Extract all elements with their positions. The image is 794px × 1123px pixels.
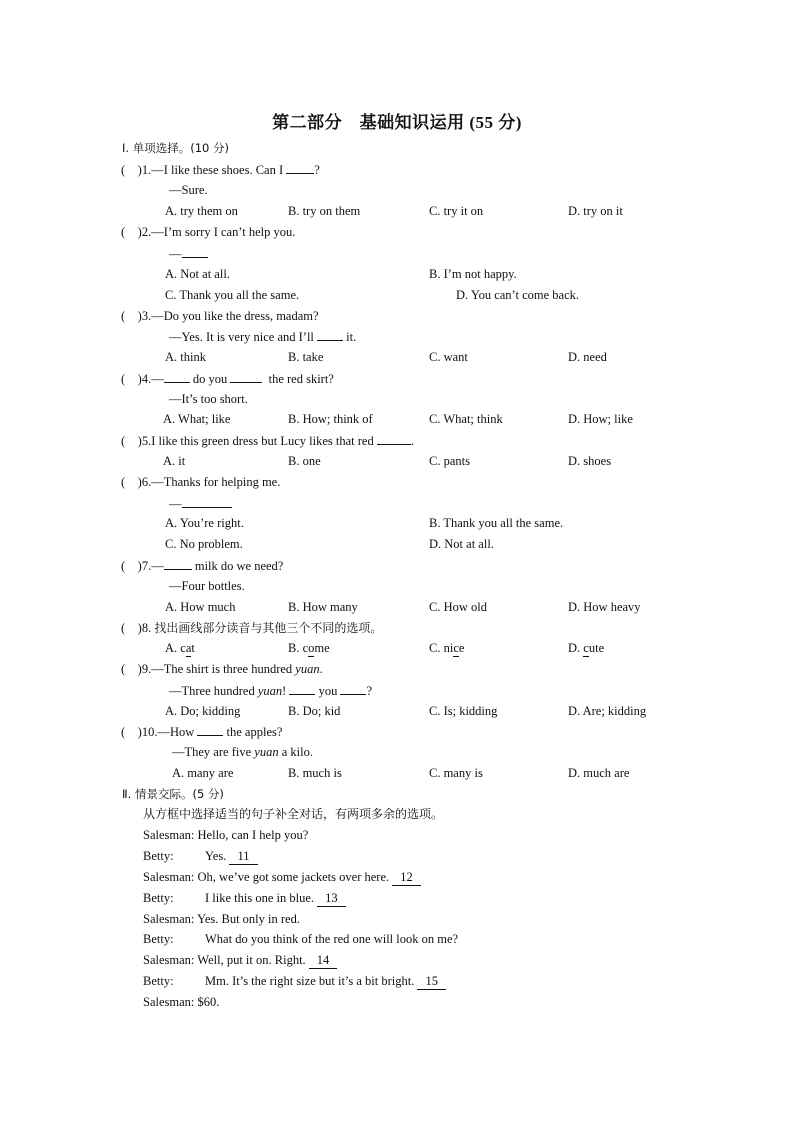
q6-option-d: D. Not at all. bbox=[429, 537, 494, 551]
q4-option-b: B. How; think of bbox=[288, 412, 373, 426]
dialogue-line: Salesman: Hello, can I help you? bbox=[143, 828, 309, 842]
question-8: ( )8. 找出画线部分读音与其他三个不同的选项。 bbox=[121, 621, 383, 635]
question-10: ( )10.—How the apples? bbox=[121, 725, 283, 739]
question-3: ( )3.—Do you like the dress, madam? bbox=[121, 309, 319, 323]
dialogue-line: Betty: I like this one in blue. 13 bbox=[143, 891, 174, 906]
q3-option-b: B. take bbox=[288, 350, 324, 364]
q4-option-a: A. What; like bbox=[163, 412, 231, 426]
question-6-reply: — bbox=[169, 496, 232, 512]
question-7-reply: —Four bottles. bbox=[169, 579, 245, 593]
q10-option-d: D. much are bbox=[568, 766, 630, 780]
q10-option-a: A. many are bbox=[172, 766, 234, 780]
question-9-reply: —Three hundred yuan! you ? bbox=[169, 684, 373, 698]
q10-option-c: C. many is bbox=[429, 766, 483, 780]
q7-option-b: B. How many bbox=[288, 600, 358, 614]
dialogue-line: Betty: Mm. It’s the right size but it’s a bit bright. 15 bbox=[143, 974, 174, 989]
dialogue-line: Betty: Yes. 11 bbox=[143, 849, 174, 864]
section2-instruction: 从方框中选择适当的句子补全对话，有两项多余的选项。 bbox=[143, 807, 444, 821]
q9-option-c: C. Is; kidding bbox=[429, 704, 498, 718]
q6-option-a: A. You’re right. bbox=[165, 516, 244, 530]
q3-option-c: C. want bbox=[429, 350, 468, 364]
q4-option-d: D. How; like bbox=[568, 412, 633, 426]
q5-option-d: D. shoes bbox=[568, 454, 612, 468]
q9-option-d: D. Are; kidding bbox=[568, 704, 647, 718]
q7-option-d: D. How heavy bbox=[568, 600, 641, 614]
page-title: 第二部分 基础知识运用 (55 分) bbox=[272, 113, 522, 132]
question-3-reply: —Yes. It is very nice and I’ll it. bbox=[169, 330, 357, 344]
q9-option-a: A. Do; kidding bbox=[165, 704, 241, 718]
question-7: ( )7.— milk do we need? bbox=[121, 559, 284, 573]
q1-option-a: A. try them on bbox=[165, 204, 238, 218]
q6-option-b: B. Thank you all the same. bbox=[429, 516, 564, 530]
q3-option-d: D. need bbox=[568, 350, 607, 364]
dialogue-line: Salesman: Well, put it on. Right. 14 bbox=[143, 953, 337, 969]
question-9: ( )9.—The shirt is three hundred yuan. bbox=[121, 662, 323, 676]
q3-option-a: A. think bbox=[165, 350, 206, 364]
dialogue-line: Salesman: $60. bbox=[143, 995, 220, 1009]
q2-option-d: D. You can’t come back. bbox=[456, 288, 580, 302]
section1-heading: Ⅰ. 单项选择。(10 分) bbox=[122, 141, 229, 155]
dialogue-line: Salesman: Yes. But only in red. bbox=[143, 912, 300, 926]
q8-option-d: D. cute bbox=[568, 641, 605, 655]
q6-option-c: C. No problem. bbox=[165, 537, 243, 551]
question-1: ( )1.—I like these shoes. Can I ? bbox=[121, 163, 320, 177]
section2-heading: Ⅱ. 情景交际。(5 分) bbox=[122, 787, 224, 801]
q5-option-b: B. one bbox=[288, 454, 321, 468]
q10-option-b: B. much is bbox=[288, 766, 342, 780]
q8-option-a: A. cat bbox=[165, 641, 195, 655]
question-2: ( )2.—I’m sorry I can’t help you. bbox=[121, 225, 296, 239]
question-1-reply: —Sure. bbox=[169, 183, 208, 197]
q8-option-b: B. come bbox=[288, 641, 330, 655]
question-10-reply: —They are five yuan a kilo. bbox=[172, 745, 313, 759]
dialogue-line: Betty: What do you think of the red one will look on me? bbox=[143, 932, 459, 946]
question-4-reply: —It’s too short. bbox=[169, 392, 248, 406]
question-6: ( )6.—Thanks for helping me. bbox=[121, 475, 281, 489]
q1-option-c: C. try it on bbox=[429, 204, 484, 218]
q5-option-c: C. pants bbox=[429, 454, 470, 468]
q2-option-b: B. I’m not happy. bbox=[429, 267, 517, 281]
q2-option-c: C. Thank you all the same. bbox=[165, 288, 300, 302]
q8-option-c: C. nice bbox=[429, 641, 465, 655]
q2-option-a: A. Not at all. bbox=[165, 267, 230, 281]
q9-option-b: B. Do; kid bbox=[288, 704, 341, 718]
q1-option-b: B. try on them bbox=[288, 204, 361, 218]
q7-option-a: A. How much bbox=[165, 600, 236, 614]
question-4: ( )4.— do you the red skirt? bbox=[121, 372, 334, 386]
q1-option-d: D. try on it bbox=[568, 204, 623, 218]
q7-option-c: C. How old bbox=[429, 600, 487, 614]
q4-option-c: C. What; think bbox=[429, 412, 503, 426]
q5-option-a: A. it bbox=[163, 454, 186, 468]
question-5: ( )5.I like this green dress but Lucy likes that red . bbox=[121, 434, 414, 448]
dialogue-line: Salesman: Oh, we’ve got some jackets over here. 12 bbox=[143, 870, 421, 886]
question-2-reply: — bbox=[169, 246, 208, 262]
